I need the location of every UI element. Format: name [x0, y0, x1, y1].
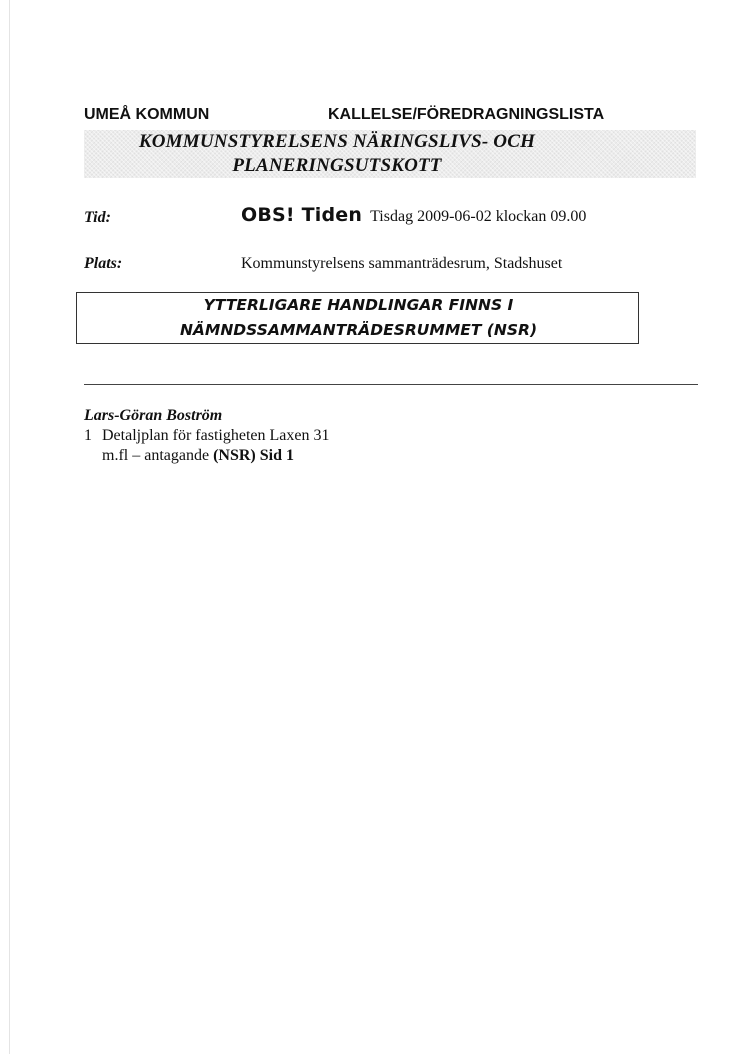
time-label: Tid: [84, 209, 111, 226]
agenda-item-number: 1 [84, 427, 92, 444]
place-label: Plats: [84, 255, 123, 272]
place-value: Kommunstyrelsens sammanträdesrum, Stadshuset [241, 255, 563, 272]
agenda-item-reference: (NSR) Sid 1 [213, 447, 294, 464]
page-edge-line [9, 0, 10, 1054]
meeting-date-time: Tisdag 2009-06-02 klockan 09.00 [370, 208, 587, 225]
committee-title-line-2: PLANERINGSUTSKOTT [232, 155, 442, 176]
time-value [241, 204, 586, 226]
organization-name: UMEÅ KOMMUN [84, 106, 210, 123]
agenda-item-continuation [102, 447, 294, 465]
time-notice-emphasis: OBS! Tiden [241, 204, 363, 226]
document-type: KALLELSE/FÖREDRAGNINGSLISTA [328, 106, 605, 123]
additional-documents-notice [76, 292, 639, 344]
agenda-item-title: Detaljplan för fastigheten Laxen 31 [102, 427, 330, 444]
notice-line-2: NÄMNDSSAMMANTRÄDESRUMMET (NSR) [179, 321, 538, 339]
presenter-name: Lars-Göran Boström [84, 407, 223, 424]
notice-line-1: YTTERLIGARE HANDLINGAR FINNS I [203, 296, 514, 314]
committee-title-line-1: KOMMUNSTYRELSENS NÄRINGSLIVS- OCH [138, 131, 536, 152]
agenda-item-subtitle: m.fl – antagande [102, 447, 210, 464]
section-divider [84, 384, 698, 385]
